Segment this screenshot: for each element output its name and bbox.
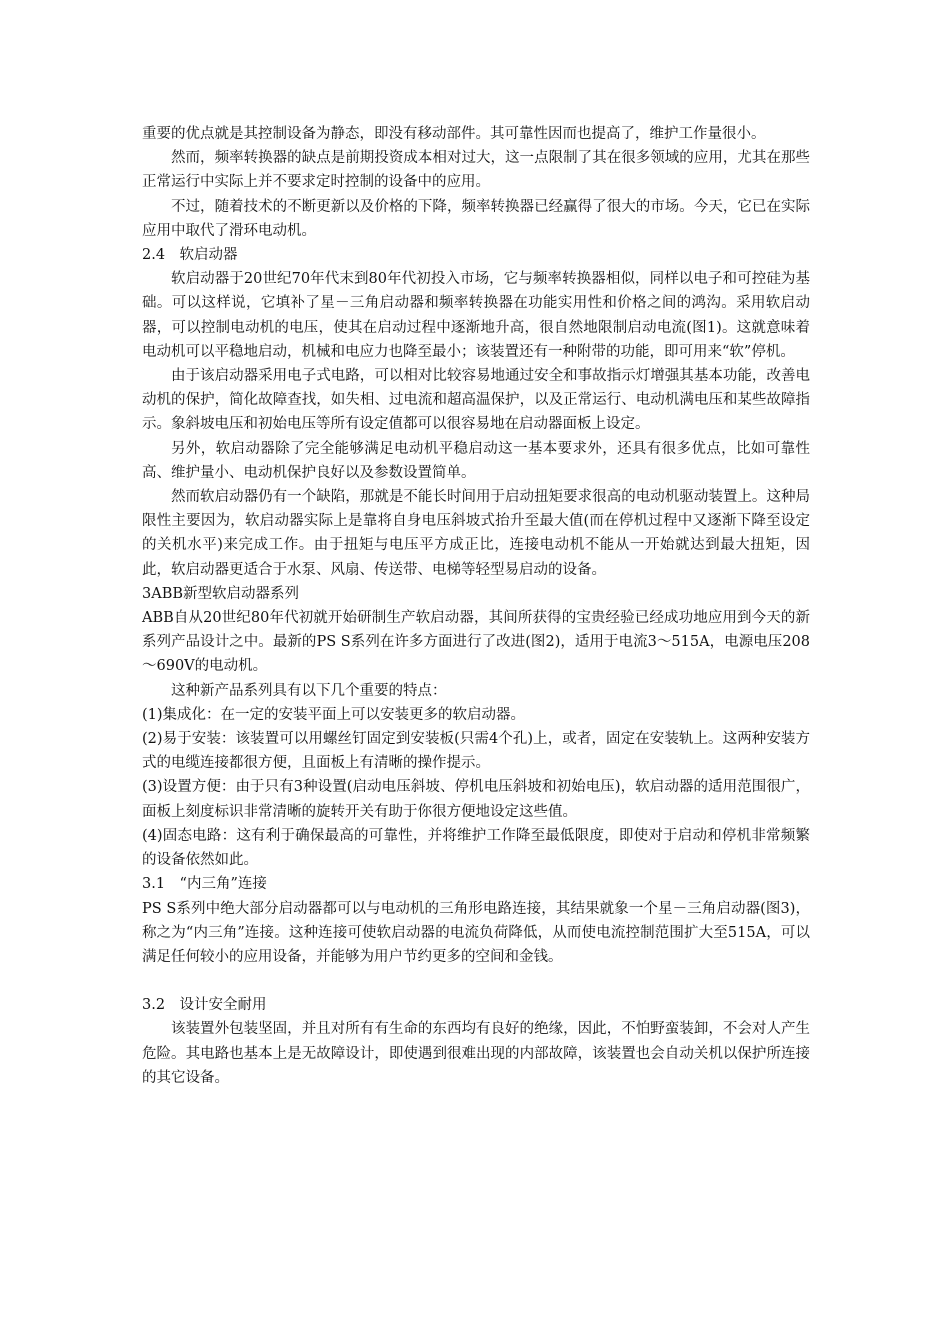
paragraph-soft-starter-advantages: 另外，软启动器除了完全能够满足电动机平稳启动这一基本要求外，还具有很多优点，比如可靠性高、维护量小、电动机保护良好以及参数设置简单。 [142, 440, 810, 481]
paragraph-soft-starter-limitation: 然而软启动器仍有一个缺陷，那就是不能长时间用于启动扭矩要求很高的电动机驱动装置上。这种局限性主要因为，软启动器实际上是靠将自身电压斜坡式抬升至最大值(而在停机过程中又逐渐下降至设定的关机水平)来完成工作。由于扭矩与电压平方成正比，连接电动机不能从一开始就达到最大扭矩，因此，软启动器更适合于水泵、风扇、传送带、电梯等轻型易启动的设备。 [142, 489, 810, 578]
section-heading-3-2: 3.2 设计安全耐用 [142, 997, 267, 1014]
paragraph-soft-starter-electronics: 由于该启动器采用电子式电路，可以相对比较容易地通过安全和事故指示灯增强其基本功能，改善电动机的保护，简化故障查找，如失相、过电流和超高温保护，以及正常运行、电动机满电压和某些故障指示。象斜坡电压和初始电压等所有设定值都可以很容易地在启动器面板上设定。 [142, 368, 810, 433]
list-item-installation: (2)易于安装：该装置可以用螺丝钉固定到安装板(只需4个孔)上，或者，固定在安装轨上。这两种安装方式的电缆连接都很方便，且面板上有清晰的操作提示。 [142, 731, 810, 772]
paragraph-abb-experience: ABB自从20世纪80年代初就开始研制生产软启动器，其间所获得的宝贵经验已经成功地应用到今天的新系列产品设计之中。最新的PS S系列在许多方面进行了改进(图2)，适用于电流3～515A，电源电压208～690V的电动机。 [142, 610, 810, 675]
paragraph-features-intro: 这种新产品系列具有以下几个重要的特点： [171, 682, 447, 699]
blank-line [142, 969, 810, 993]
paragraph-static-advantage: 重要的优点就是其控制设备为静态，即没有移动部件。其可靠性因而也提高了，维护工作量很小。 [142, 126, 766, 142]
paragraph-frequency-converter-market: 不过，随着技术的不断更新以及价格的下降，频率转换器已经赢得了很大的市场。今天，它已在实际应用中取代了滑环电动机。 [142, 198, 810, 239]
paragraph-inside-delta: PS S系列中绝大部分启动器都可以与电动机的三角形电路连接，其结果就象一个星－三角启动器(图3)，称之为“内三角”连接。这种连接可使软启动器的电流负荷降低，从而使电流控制范围扩大至515A，可以满足任何较小的应用设备，并能够为用户节约更多的空间和金钱。 [142, 900, 810, 965]
list-item-solid-state: (4)固态电路：这有利于确保最高的可靠性，并将维护工作降至最低限度，即使对于启动和停机非常频繁的设备依然如此。 [142, 827, 810, 869]
section-heading-3: 3ABB新型软启动器系列 [142, 585, 300, 602]
list-item-settings: (3)设置方便：由于只有3种设置(启动电压斜坡、停机电压斜坡和初始电压)，软启动器的适用范围很广，面板上刻度标识非常清晰的旋转开关有助于你很方便地设定这些值。 [142, 779, 810, 820]
document-page [142, 122, 810, 1090]
section-heading-2-4: 2.4 软启动器 [142, 247, 238, 264]
paragraph-soft-starter-intro: 软启动器于20世纪70年代末到80年代初投入市场，它与频率转换器相似，同样以电子和可控硅为基础。可以这样说，它填补了星－三角启动器和频率转换器在功能实用性和价格之间的鸿沟。采用软启动器，可以控制电动机的电压，使其在启动过程中逐渐地升高，很自然地限制启动电流(图1)。这就意味着电动机可以平稳地启动，机械和电应力也降至最小；该装置还有一种附带的功能，即可用来“软”停机。 [142, 271, 810, 360]
paragraph-frequency-converter-drawback: 然而，频率转换器的缺点是前期投资成本相对过大，这一点限制了其在很多领域的应用，尤其在那些正常运行中实际上并不要求定时控制的设备中的应用。 [142, 150, 810, 191]
section-heading-3-1: 3.1 “内三角”连接 [142, 876, 267, 893]
paragraph-safe-design: 该装置外包装坚固，并且对所有有生命的东西均有良好的绝缘，因此，不怕野蛮装卸，不会对人产生危险。其电路也基本上是无故障设计，即使遇到很难出现的内部故障，该装置也会自动关机以保护所连接的其它设备。 [142, 1021, 810, 1086]
list-item-integration: (1)集成化：在一定的安装平面上可以安装更多的软启动器。 [142, 706, 526, 723]
